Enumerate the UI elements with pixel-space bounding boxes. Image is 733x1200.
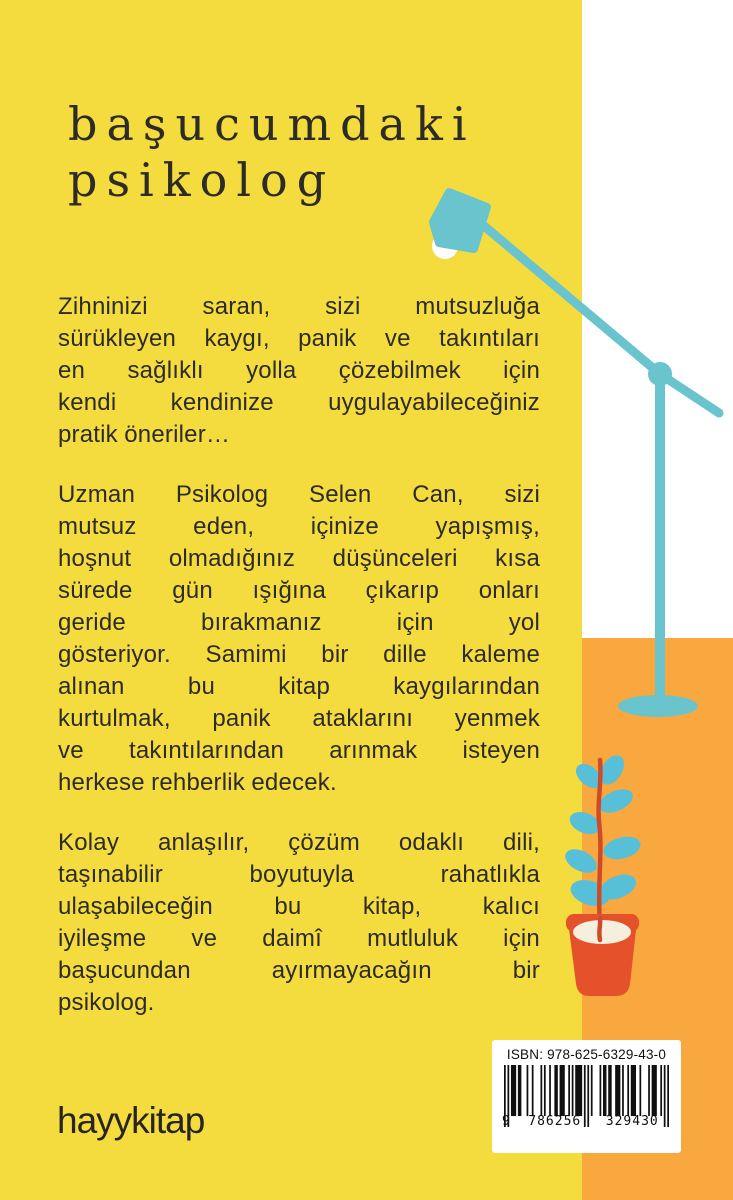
text-line: Zihninizi saran, sizi mutsuzluğa [58,293,540,320]
text-line: Kolay anlaşılır, çözüm odaklı dili, [58,829,540,856]
text-line: en sağlıklı yolla çözebilmek için [58,357,540,384]
barcode-panel [492,1040,681,1153]
text-line: geride bırakmanız için yol [58,609,540,636]
text-line: sürede gün ışığına çıkarıp onları [58,577,540,604]
text-line: gösteriyor. Samimi bir dille kaleme [58,641,540,668]
barcode-digits-left-group: 786256 [528,1114,582,1129]
text-line: alınan bu kitap kaygılarından [58,673,540,700]
barcode-digits [502,1114,671,1129]
text-line: mutsuz eden, içinize yapışmış, [58,513,540,540]
title-line-1: başucumdaki [68,97,476,151]
paragraph [58,291,540,451]
text-line: Uzman Psikolog Selen Can, sizi [58,481,540,508]
text-line: iyileşme ve daimî mutluluk için [58,925,540,952]
text-line: pratik öneriler… [58,421,231,448]
barcode-digit-lead: 9 [502,1114,510,1129]
text-line: kendi kendinize uygulayabileceğiniz [58,389,540,416]
barcode-digits-right-group: 329430 [605,1114,659,1129]
text-line: herkese rehberlik edecek. [58,769,337,796]
text-line: ve takıntılarından arınmak isteyen [58,737,540,764]
text-line: başucundan ayırmayacağın bir [58,957,540,984]
text-line: psikolog. [58,989,155,1016]
text-line: ulaşabileceğin bu kitap, kalıcı [58,893,540,920]
paragraph [58,827,540,1019]
isbn-label: ISBN: 978-625-6329-43-0 [506,1047,667,1062]
title-line-2: psikolog [68,153,336,207]
text-line: kurtulmak, panik ataklarını yenmek [58,705,540,732]
text-line: hoşnut olmadığınız düşünceleri kısa [58,545,540,572]
paragraph [58,479,540,799]
publisher-logo: hayykitap [57,1100,205,1141]
text-line: taşınabilir boyutuyla rahatlıkla [58,861,540,888]
text-line: sürükleyen kaygı, panik ve takıntıları [58,325,540,352]
back-cover-text [58,291,540,1019]
potted-plant-icon [561,751,643,996]
book-title [68,96,476,208]
